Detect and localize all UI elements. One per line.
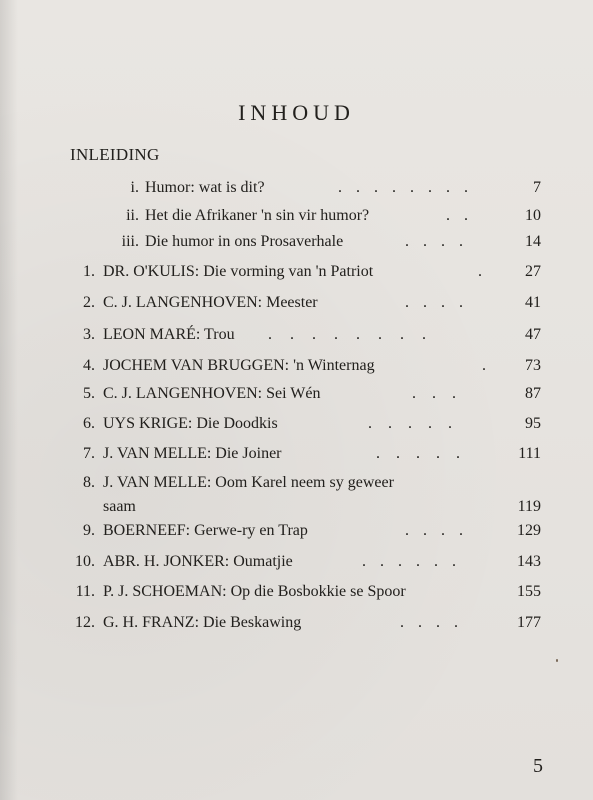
entry-title: C. J. LANGENHOVEN: Sei Wén <box>103 385 321 402</box>
entry-title: P. J. SCHOEMAN: Op die Bosbokkie se Spoor <box>103 583 406 600</box>
entry-page-number: 7 <box>533 179 541 196</box>
page-number-footer: 5 <box>533 755 543 777</box>
toc-entry <box>0 471 593 519</box>
entry-number: i. <box>130 179 139 196</box>
entry-title: BOERNEEF: Gerwe-ry en Trap <box>103 522 308 539</box>
entry-page-number: 73 <box>525 357 541 374</box>
entry-title: UYS KRIGE: Die Doodkis <box>103 415 278 432</box>
entry-number: 8. <box>83 474 95 491</box>
entry-title: JOCHEM VAN BRUGGEN: 'n Winternag <box>103 357 375 374</box>
entry-page-number: 177 <box>517 614 541 631</box>
toc-entry <box>0 611 593 635</box>
entry-number: 9. <box>83 522 95 539</box>
toc-entry <box>0 354 593 378</box>
entry-title: Humor: wat is dit? <box>145 179 265 196</box>
entry-page-number: 10 <box>525 207 541 224</box>
entry-title: LEON MARÉ: Trou <box>103 326 235 343</box>
toc-entry <box>0 260 593 284</box>
dot-leader: . . . <box>412 385 462 402</box>
entry-number: 11. <box>75 583 95 600</box>
entry-title: G. H. FRANZ: Die Beskawing <box>103 614 302 631</box>
dot-leader: . . . . <box>400 614 463 631</box>
entry-title: ABR. H. JONKER: Oumatjie <box>103 553 293 570</box>
entry-title: C. J. LANGENHOVEN: Meester <box>103 294 318 311</box>
entry-page-number: 143 <box>517 553 541 570</box>
page-title: INHOUD <box>238 100 355 125</box>
dot-leader: . . . . <box>405 522 468 539</box>
entry-number: 5. <box>83 385 95 402</box>
dot-leader: . . . . . <box>368 415 458 432</box>
entry-number: 3. <box>83 326 95 343</box>
entry-title: J. VAN MELLE: Oom Karel neem sy geweer <box>103 474 394 491</box>
toc-entry <box>0 412 593 436</box>
entry-page-number: 155 <box>517 583 541 600</box>
toc-entry <box>0 382 593 406</box>
entry-title: J. VAN MELLE: Die Joiner <box>103 445 282 462</box>
entry-number: iii. <box>121 233 139 250</box>
toc-entry <box>0 323 593 347</box>
section-title-inleiding: INLEIDING <box>70 145 160 164</box>
entry-page-number: 27 <box>525 263 541 280</box>
entry-number: 6. <box>83 415 95 432</box>
entry-page-number: 87 <box>525 385 541 402</box>
dot-leader: . . <box>446 207 473 224</box>
entry-page-number: 14 <box>525 233 541 250</box>
entry-title: Het die Afrikaner 'n sin vir humor? <box>145 207 370 224</box>
paper-speck <box>556 659 558 662</box>
entry-number: 10. <box>75 553 95 570</box>
entry-number: ii. <box>126 207 139 224</box>
entry-page-number: 111 <box>518 445 541 462</box>
entry-page-number: 119 <box>517 498 541 515</box>
toc-entry <box>0 230 593 254</box>
dot-leader: . . . . . . . . <box>268 326 433 343</box>
dot-leader: . . . . . . <box>362 553 461 570</box>
entry-title: Die humor in ons Prosaverhale <box>145 233 344 250</box>
entry-title: DR. O'KULIS: Die vorming van 'n Patriot <box>103 263 374 280</box>
toc-entry <box>0 519 593 543</box>
dot-leader: . . . . <box>405 294 468 311</box>
entry-page-number: 129 <box>517 522 541 539</box>
entry-number: 12. <box>75 614 95 631</box>
toc-entry <box>0 550 593 574</box>
entry-number: 2. <box>83 294 95 311</box>
dot-leader: . <box>478 263 482 280</box>
entry-page-number: 47 <box>525 326 541 343</box>
toc-entry <box>0 580 593 604</box>
entry-page-number: 41 <box>525 294 541 311</box>
entry-page-number: 95 <box>525 415 541 432</box>
entry-number: 4. <box>83 357 95 374</box>
dot-leader: . . . . . <box>376 445 466 462</box>
toc-entry <box>0 291 593 315</box>
dot-leader: . . . . . . . . <box>338 179 473 196</box>
toc-entry <box>0 442 593 466</box>
dot-leader: . . . . <box>405 233 468 250</box>
toc-entry <box>0 176 593 200</box>
entry-number: 1. <box>83 263 95 280</box>
dot-leader: . <box>482 357 486 374</box>
entry-number: 7. <box>83 445 95 462</box>
toc-entry <box>0 204 593 228</box>
entry-title-continuation: saam <box>103 498 136 515</box>
